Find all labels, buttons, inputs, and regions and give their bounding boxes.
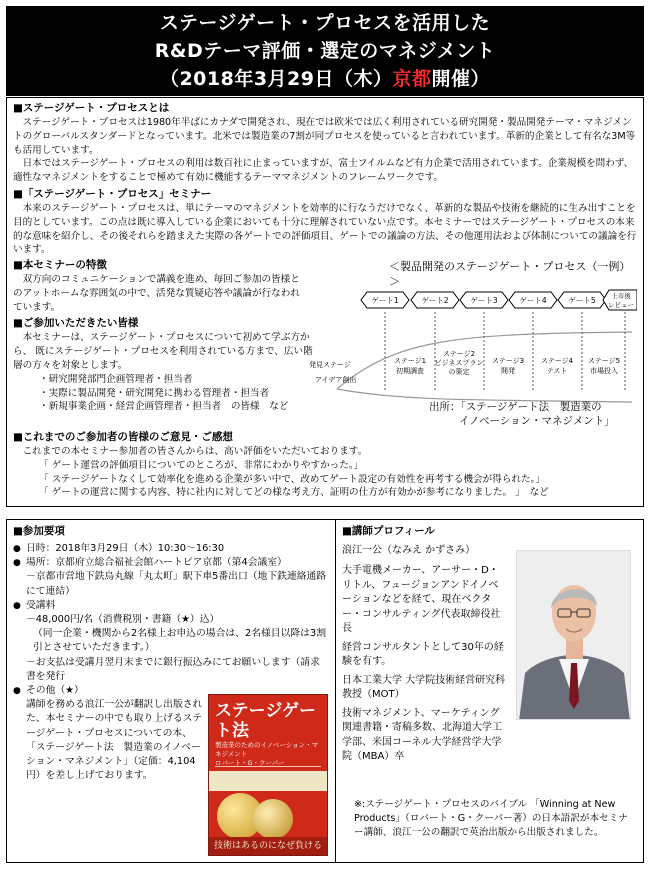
diagram-graphic: [307, 272, 637, 412]
header-banner: [6, 6, 644, 96]
about-paragraph-1: ステージゲート・プロセスは1980年半ばにカナダで開発され、現在では欧米では広く利用されている研究開発・製品開発テーマ・マネジメントのグローバルスタンダードとなっています。北米では製造業の7割が同プロセスを使っていると言われています。革新的企業として有名な3M等も活用しています。: [13, 117, 636, 156]
details-fee-discount: （同一企業・機関から2名様上お申込の場合は、2名様目以降は3割引とさせていただきます。）: [33, 628, 327, 654]
portrait-icon: [517, 551, 631, 720]
details-fee: ● 受講料: [13, 599, 329, 613]
stage-gate-diagram: [307, 258, 637, 433]
details-date: ● 日時：2018年3月29日（木）10:30～16:30: [13, 542, 329, 556]
gate-label: ゲート3: [470, 296, 498, 305]
target-item: ・実際に製品開発・研究開発に携わる管理者・担当者: [39, 387, 270, 399]
stage-label: ビジネスプラン: [434, 359, 484, 367]
launch-label: 上市後: [611, 292, 631, 300]
gate-label: ゲート5: [568, 296, 596, 305]
profile-box: [336, 519, 644, 863]
lecturer-photo: [516, 550, 631, 720]
seminar-paragraph: 本来のステージゲート・プロセスは、単にテーマのマネジメントを効率的に行なうだけでなく、革新的な製品や技術を継続的に生み出すことを目的としています。この点は既に導入している企業においても十分に理解されていない点です。本セミナーではステージゲート・プロセスの本来的な意味を紹介し、その後それらを踏まえた実際の各ゲートでの評価項目、ゲートでの議論の方法、その他運用法および体制についての議論を行います。: [13, 202, 637, 256]
book-band-text: 技術はあるのになぜ負ける: [209, 837, 327, 855]
details-box: [6, 519, 336, 863]
about-heading: ■ステージゲート・プロセスとは: [13, 102, 170, 114]
diagram-source: 出所：「ステージゲート法 製造業の イノベーション・マネジメント」: [429, 401, 615, 427]
profile-note: ※:ステージゲート・プロセスのバイブル 「Winning at New Products」（ロバート・G・クーパー著）の日本語訳が本セミナー講師、浪江一公の翻訳で英治出版から出版されました。: [354, 799, 628, 838]
stage-label: ステージ2: [442, 350, 476, 358]
stage-label: の策定: [448, 368, 470, 376]
target-item: ・研究開発部門企画管理者・担当者: [39, 373, 193, 385]
book-author: ロバート・G・クーパー: [215, 759, 285, 767]
feedback-item: 「 ステージゲートなくして効率化を進める企業が多い中で、改めてゲート設定の有効性を再考する機会が得られた。」: [39, 473, 545, 485]
stage-label: ステージ5: [587, 357, 621, 365]
seminar-heading: ■「ステージゲート・プロセス」セミナー: [13, 187, 212, 200]
title-line-2: R&Dテーマ評価・選定のマネジメント: [154, 40, 496, 62]
title-line-3: （2018年3月29日（木）京都開催）: [159, 68, 491, 90]
overview-box: [6, 97, 644, 507]
feedback-heading: ■これまでのご参加者の皆様のご意見・ご感想: [13, 431, 233, 443]
discovery-label: 発見ステージ: [309, 361, 351, 369]
lecturer-name: 浪江一公（なみえ かずさみ）: [342, 545, 476, 556]
gate-label: ゲート1: [371, 296, 399, 305]
stage-label: ステージ4: [540, 357, 574, 365]
stage-label: 初期調査: [396, 367, 424, 375]
diagram-title: ＜製品開発のステージゲート・プロセス（一例）＞: [389, 260, 631, 289]
book-subtitle: 製造業のためのイノベーション・マネジメント: [215, 741, 319, 758]
profile-university: 日本工業大学 大学院技術経営研究科教授（MOT）: [342, 674, 506, 700]
details-fee-amount: －48,000円/名（消費税別・書籍（★）込）: [26, 614, 220, 626]
discovery-label: アイデア創出: [315, 376, 357, 384]
gate-label: ゲート2: [421, 296, 449, 305]
profile-publications: 技術マネジメント、マーケティング関連書籍・寄稿多数、北海道大学工学部、米国コーネル大学経営学大学院（MBA）卒: [342, 707, 502, 762]
launch-label: レビュー: [608, 301, 634, 309]
stage-label: ステージ3: [491, 357, 525, 365]
about-paragraph-2: 日本ではステージゲート・プロセスの利用は数百社に止まっていますが、富士フイルムなど有力企業で活用されています。企業規模を問わず、適性なマネジメントをすることで極めて有効に機能するテーママネジメントのフレームワークです。: [13, 158, 634, 184]
book-title: ステージゲート法: [215, 701, 316, 741]
gate-label: ゲート4: [519, 296, 547, 305]
stage-label: 開発: [501, 367, 515, 375]
left-column: [13, 258, 343, 414]
profile-career: 大手電機メーカー、アーサー・D・リトル、フュージョンアンドイノベーションなどを経て、現在ベクター・コンサルティング代表取締役社長: [342, 565, 501, 634]
target-heading: ■ご参加いただきたい皆様: [13, 317, 139, 330]
title-location: 京都: [392, 68, 432, 90]
stage-label: 市場投入: [590, 367, 618, 375]
details-place-access: －京都市営地下鉄烏丸線「丸太町」駅下車5番出口（地下鉄連絡通路にて連結）: [26, 571, 327, 597]
feedback-section: [13, 430, 639, 500]
stage-label: ステージ1: [393, 357, 427, 365]
title-line-1: ステージゲート・プロセスを活用した: [159, 12, 491, 34]
target-paragraph: 本セミナーは、ステージゲート・プロセスについて初めて学ぶ方から、 既にステージゲート・プロセスを利用されている方まで、広い階層の方々を対象とします。: [13, 332, 313, 371]
book-cover-image: [208, 694, 328, 856]
stage-label: テスト: [546, 367, 568, 375]
profile-heading: ■講師プロフィール: [342, 525, 435, 537]
details-other: ● その他（★）: [13, 684, 329, 698]
details-fee-payment: －お支払は受講月翌月末までに銀行振込みにてお願いします（請求書を発行: [26, 656, 320, 682]
feedback-intro: これまでの本セミナー参加者の皆さんからは、高い評価をいただいております。: [13, 446, 368, 457]
feedback-item: 「 ゲートの運営に関する内容、特に社内に対してどの様な考え方、証明の仕方が有効かが参考になりました。 」 など: [39, 487, 549, 499]
details-other-text: 講師を務める浪江一公が翻訳し出版された、本セミナーの中でも取り上げるステージゲート・プロセスについての本、「ステージゲート法 製造業のイノベーション・マネジメント」（定価：4,104円）を差し上げております。: [26, 699, 203, 782]
details-place: ● 場所：京都府立総合福祉会館ハートピア京都（第4会議室）: [13, 556, 329, 570]
features-paragraph: 双方向のコミュニケーションで講義を進め、毎回ご参加の皆様とのアットホームな雰囲気の中で、活発な質疑応答や議論が行なわれています。: [13, 274, 300, 313]
details-heading: ■参加要項: [13, 525, 65, 537]
profile-experience: 経営コンサルタントとして30年の経験を有す。: [342, 641, 504, 667]
target-item: ・新規事業企画・経営企画管理者・担当者 の皆様 など: [39, 401, 289, 413]
features-heading: ■本セミナーの特徴: [13, 259, 107, 271]
feedback-item: 「 ゲート運営の評価項目についてのところが、非常にわかりやすかった。」: [39, 459, 364, 471]
